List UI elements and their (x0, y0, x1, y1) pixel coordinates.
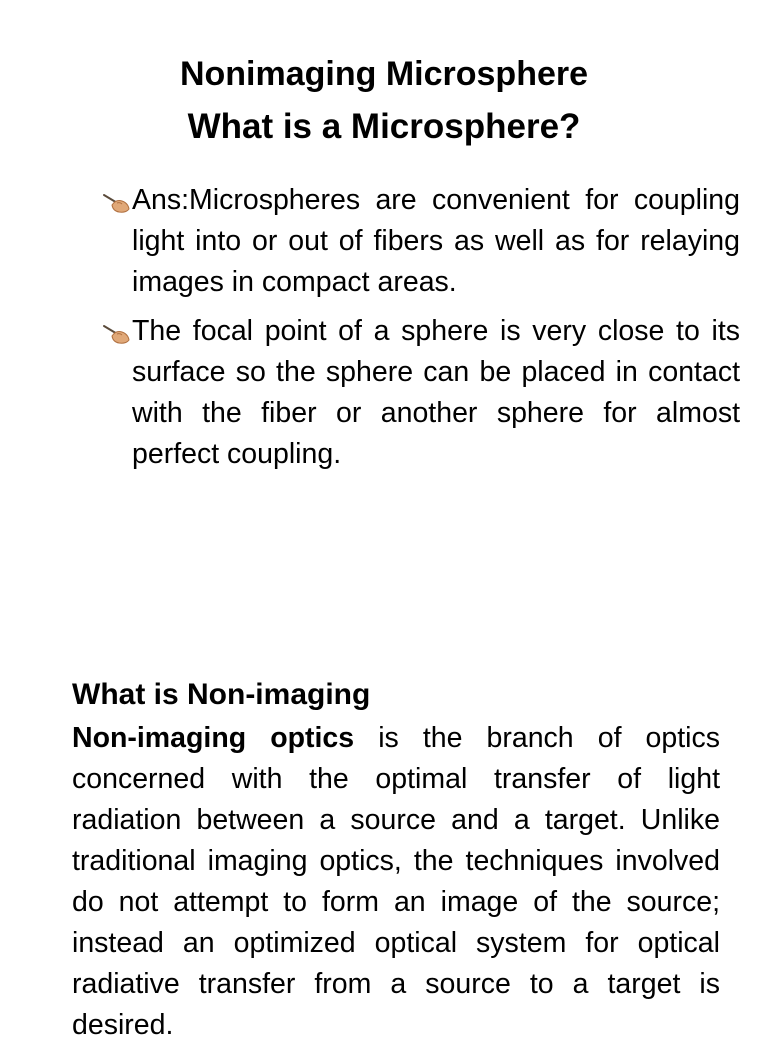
section-term: Non-imaging optics (72, 722, 355, 754)
list-item (102, 311, 740, 475)
section-body (72, 718, 720, 1046)
bullet-list (102, 180, 740, 483)
bullet-text: The focal point of a sphere is very close to its surface so the sphere can be placed in contact with the fiber or another sphere for almost perfect coupling. (132, 315, 740, 470)
section-heading: What is Non-imaging (72, 678, 371, 711)
writing-hand-icon (102, 186, 132, 210)
list-item (102, 180, 740, 303)
bullet-text: Ans:Microspheres are convenient for coupling light into or out of fibers as well as for relaying images in compact areas. (132, 184, 740, 298)
section-text: is the branch of optics concerned with the optimal transfer of light radiation between a source and a target. Unlike traditional imaging optics, the techniques involved do not attempt to form an image of the source; instead an optimized optical system for optical radiative transfer from a source to a target is desired. (72, 722, 720, 1041)
writing-hand-icon (102, 317, 132, 341)
page-title: Nonimaging Microsphere (179, 55, 589, 93)
page-subtitle: What is a Microsphere? (187, 107, 581, 146)
